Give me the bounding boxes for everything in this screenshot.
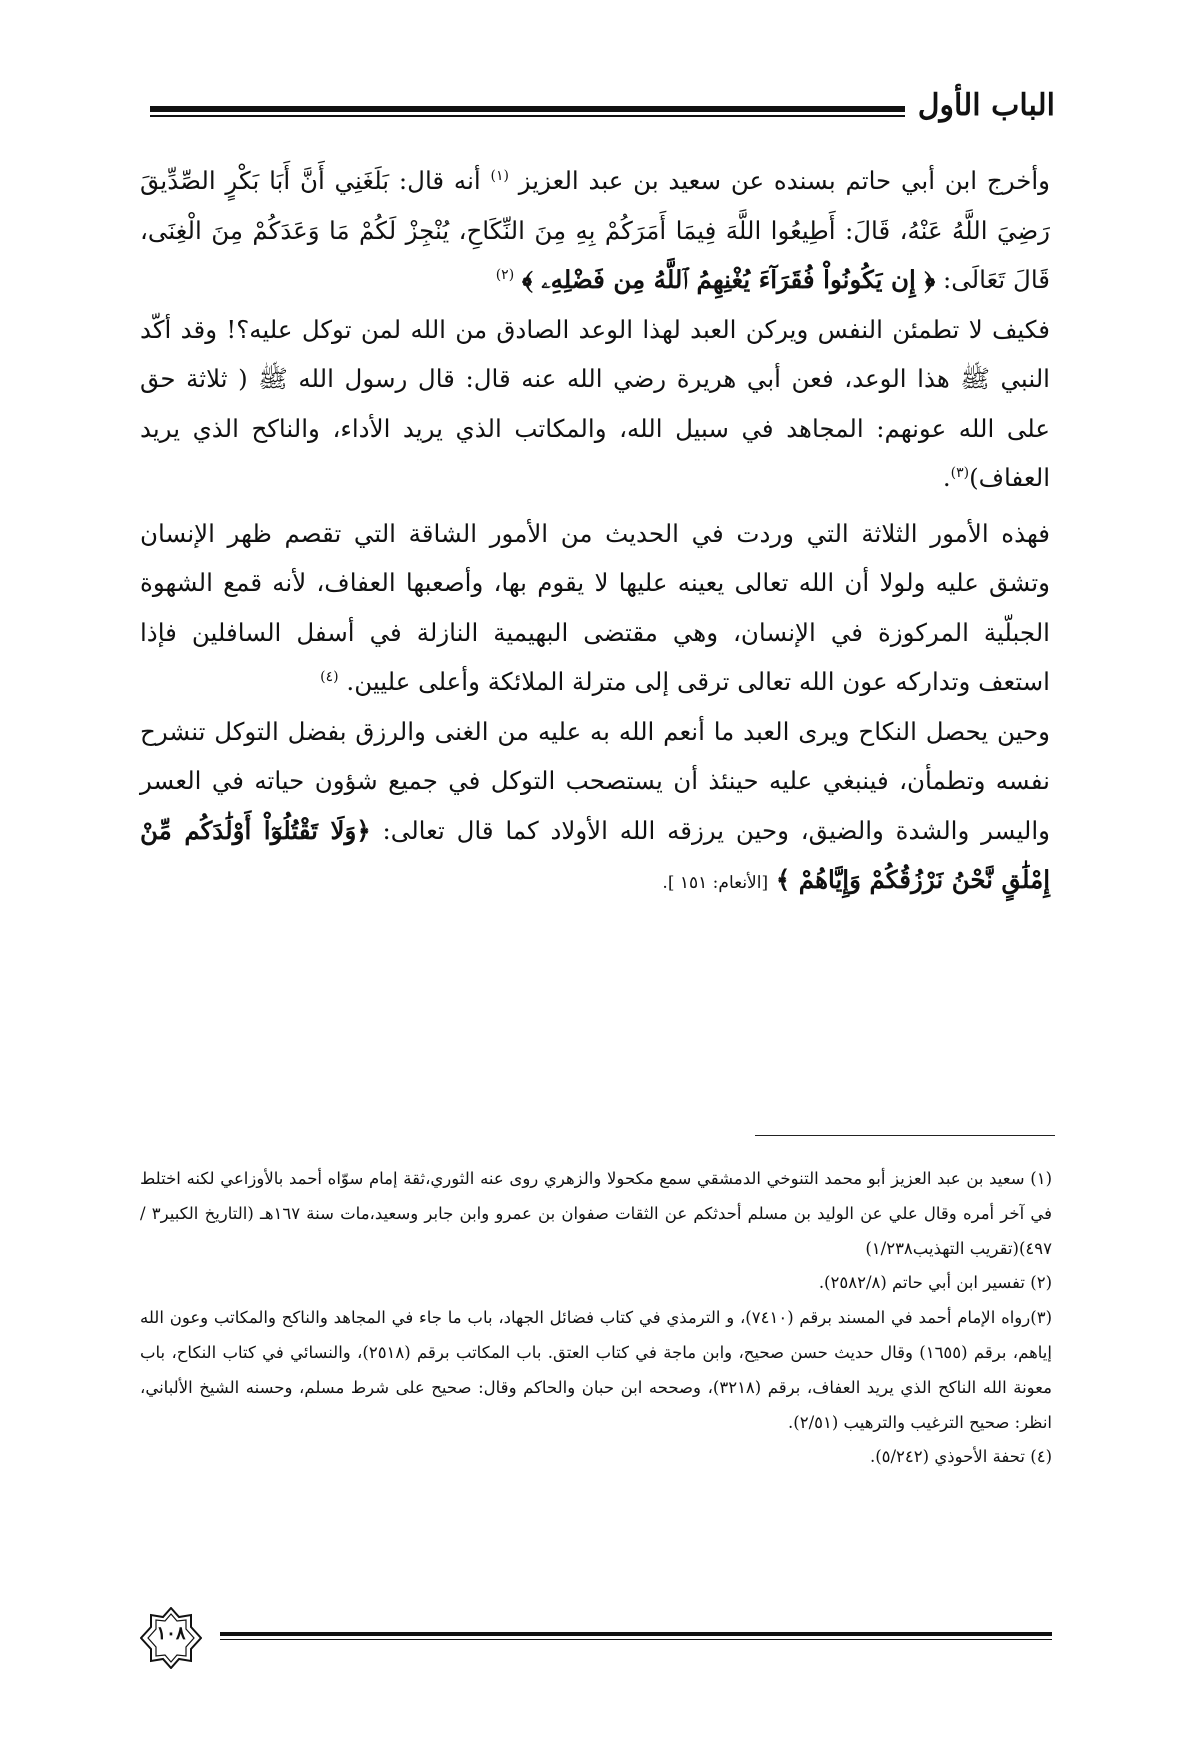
running-header bbox=[150, 88, 1055, 128]
footer-rule bbox=[220, 1632, 1052, 1636]
footnotes bbox=[140, 1162, 1052, 1475]
main-text bbox=[140, 156, 1050, 909]
page-footer bbox=[140, 1607, 1052, 1667]
paragraph-1: وأخرج ابن أبي حاتم بسنده عن سعيد بن عبد العزيز $^{(١)}$ أنه قال: بَلَغَنِي أَنَّ أَبَا بَكْرٍ الصِّدِّيقَ رَضِيَ اللَّهُ عَنْهُ، قَالَ: أَطِيعُوا اللَّهَ فِيمَا أَمَرَكُمْ بِهِ مِنَ النِّكَاحِ، يُنْجِزْ لَكُمْ مَا وَعَدَكُمْ مِنَ الْغِنَى، قَالَ تَعَالَى: ﴿ إِن يَكُونُواْ فُقَرَآءَ يُغْنِهِمُ ٱللَّهُ مِن فَضْلِهِۦ ﴾ $^{(٢)}$ bbox=[140, 166, 1050, 294]
header-rule-thin bbox=[150, 115, 905, 117]
quran-verse: ﴿ إِن يَكُونُواْ فُقَرَآءَ يُغْنِهِمُ ٱللَّهُ مِن فَضْلِهِۦ ﴾ bbox=[521, 265, 936, 294]
paragraph-4: وحين يحصل النكاح ويرى العبد ما أنعم الله به عليه من الغنى والرزق بفضل التوكل تنشرح نفسه وتطمأن، فينبغي عليه حينئذ أن يستصحب التوكل في جميع شؤون حياته في العسر واليسر والشدة والضيق، وحين يرزقه الله الأولاد كما قال تعالى: ﴿وَلَا تَقْتُلُوٓاْ أَوْلَٰدَكُم مِّنْ إِمْلَٰقٍ نَّحْنُ نَرْزُقُكُمْ وَإِيَّاهُمْ ﴾ [الأنعام: ١٥١ ]. bbox=[140, 716, 1050, 894]
paragraph-2: فكيف لا تطمئن النفس ويركن العبد لهذا الوعد الصادق من الله لمن توكل عليه؟! وقد أكّد النبي ﷺ هذا الوعد، فعن أبي هريرة رضي الله عنه قال: قال رسول الله ﷺ ( ثلاثة حق على الله عونهم: المجاهد في سبيل الله، والمكاتب الذي يريد الأداء، والناكح الذي يريد العفاف)$^{(٣)}$. bbox=[140, 314, 1050, 492]
header-rule bbox=[150, 106, 905, 112]
footnote-4: (٤) تحفة الأحوذي (٥/٢٤٢). bbox=[869, 1447, 1052, 1467]
footnote-2: (٢) تفسير ابن أبي حاتم (٢٥٨٢/٨). bbox=[818, 1273, 1052, 1293]
footnote-ref-4[interactable]: (٤) bbox=[320, 668, 339, 685]
footnote-ref-3[interactable]: (٣) bbox=[950, 464, 970, 481]
quran-verse: ﴿وَلَا تَقْتُلُوٓاْ أَوْلَٰدَكُم مِّنْ إِمْلَٰقٍ نَّحْنُ نَرْزُقُكُمْ وَإِيَّاهُمْ ﴾ bbox=[140, 815, 1050, 894]
footnote-ref-1[interactable]: (١) bbox=[490, 167, 509, 184]
footer-rule-thin bbox=[220, 1639, 1052, 1640]
chapter-title: الباب الأول bbox=[917, 88, 1055, 123]
footnote-separator bbox=[755, 1135, 1055, 1136]
paragraph-3: فهذه الأمور الثلاثة التي وردت في الحديث من الأمور الشاقة التي تقصم ظهر الإنسان وتشق عليه ولولا أن الله تعالى يعينه عليها لا يقوم بها، وأصعبها العفاف، لأنه قمع الشهوة الجبلّية المركوزة في الإنسان، وهي مقتضى البهيمية النازلة في أسفل السافلين فإذا استعف وتداركه عون الله تعالى ترقى إلى مترلة الملائكة وأعلى عليين. $^{(٤)}$ bbox=[140, 518, 1050, 696]
footnote-1: (١) سعيد بن عبد العزيز أبو محمد التنوخي الدمشقي سمع مكحولا والزهري روى عنه الثوري،ثقة إمام سوّاه أحمد بالأوزاعي لكنه اختلط في آخر أمره وقال علي عن الوليد بن مسلم أحدثكم عن الثقات صفوان بن عمرو وابن جابر وسعيد،مات سنة ١٦٧هـ (التاريخ الكبير٣ /٤٩٧)(تقريب التهذيب١/٢٣٨) bbox=[140, 1169, 1052, 1258]
verse-reference: [الأنعام: ١٥١ ]. bbox=[662, 873, 769, 893]
footnote-ref-2[interactable]: (٢) bbox=[495, 266, 515, 283]
page-number: ١٠٨ bbox=[156, 1623, 186, 1644]
footnote-3: (٣)رواه الإمام أحمد في المسند برقم (٧٤١٠)، و الترمذي في كتاب فضائل الجهاد، باب ما جاء في المجاهد والناكح والمكاتب وعون الله إياهم، برقم (١٦٥٥) وقال حديث حسن صحيح، وابن ماجة في كتاب العتق. باب المكاتب برقم (٢٥١٨)، والنسائي في كتاب النكاح، باب معونة الله الناكح الذي يريد العفاف، برقم (٣٢١٨)، وصححه ابن حبان والحاكم وقال: صحيح على شرط مسلم، وحسنه الشيخ الألباني، انظر: صحيح الترغيب والترهيب (٢/٥١). bbox=[140, 1308, 1052, 1432]
